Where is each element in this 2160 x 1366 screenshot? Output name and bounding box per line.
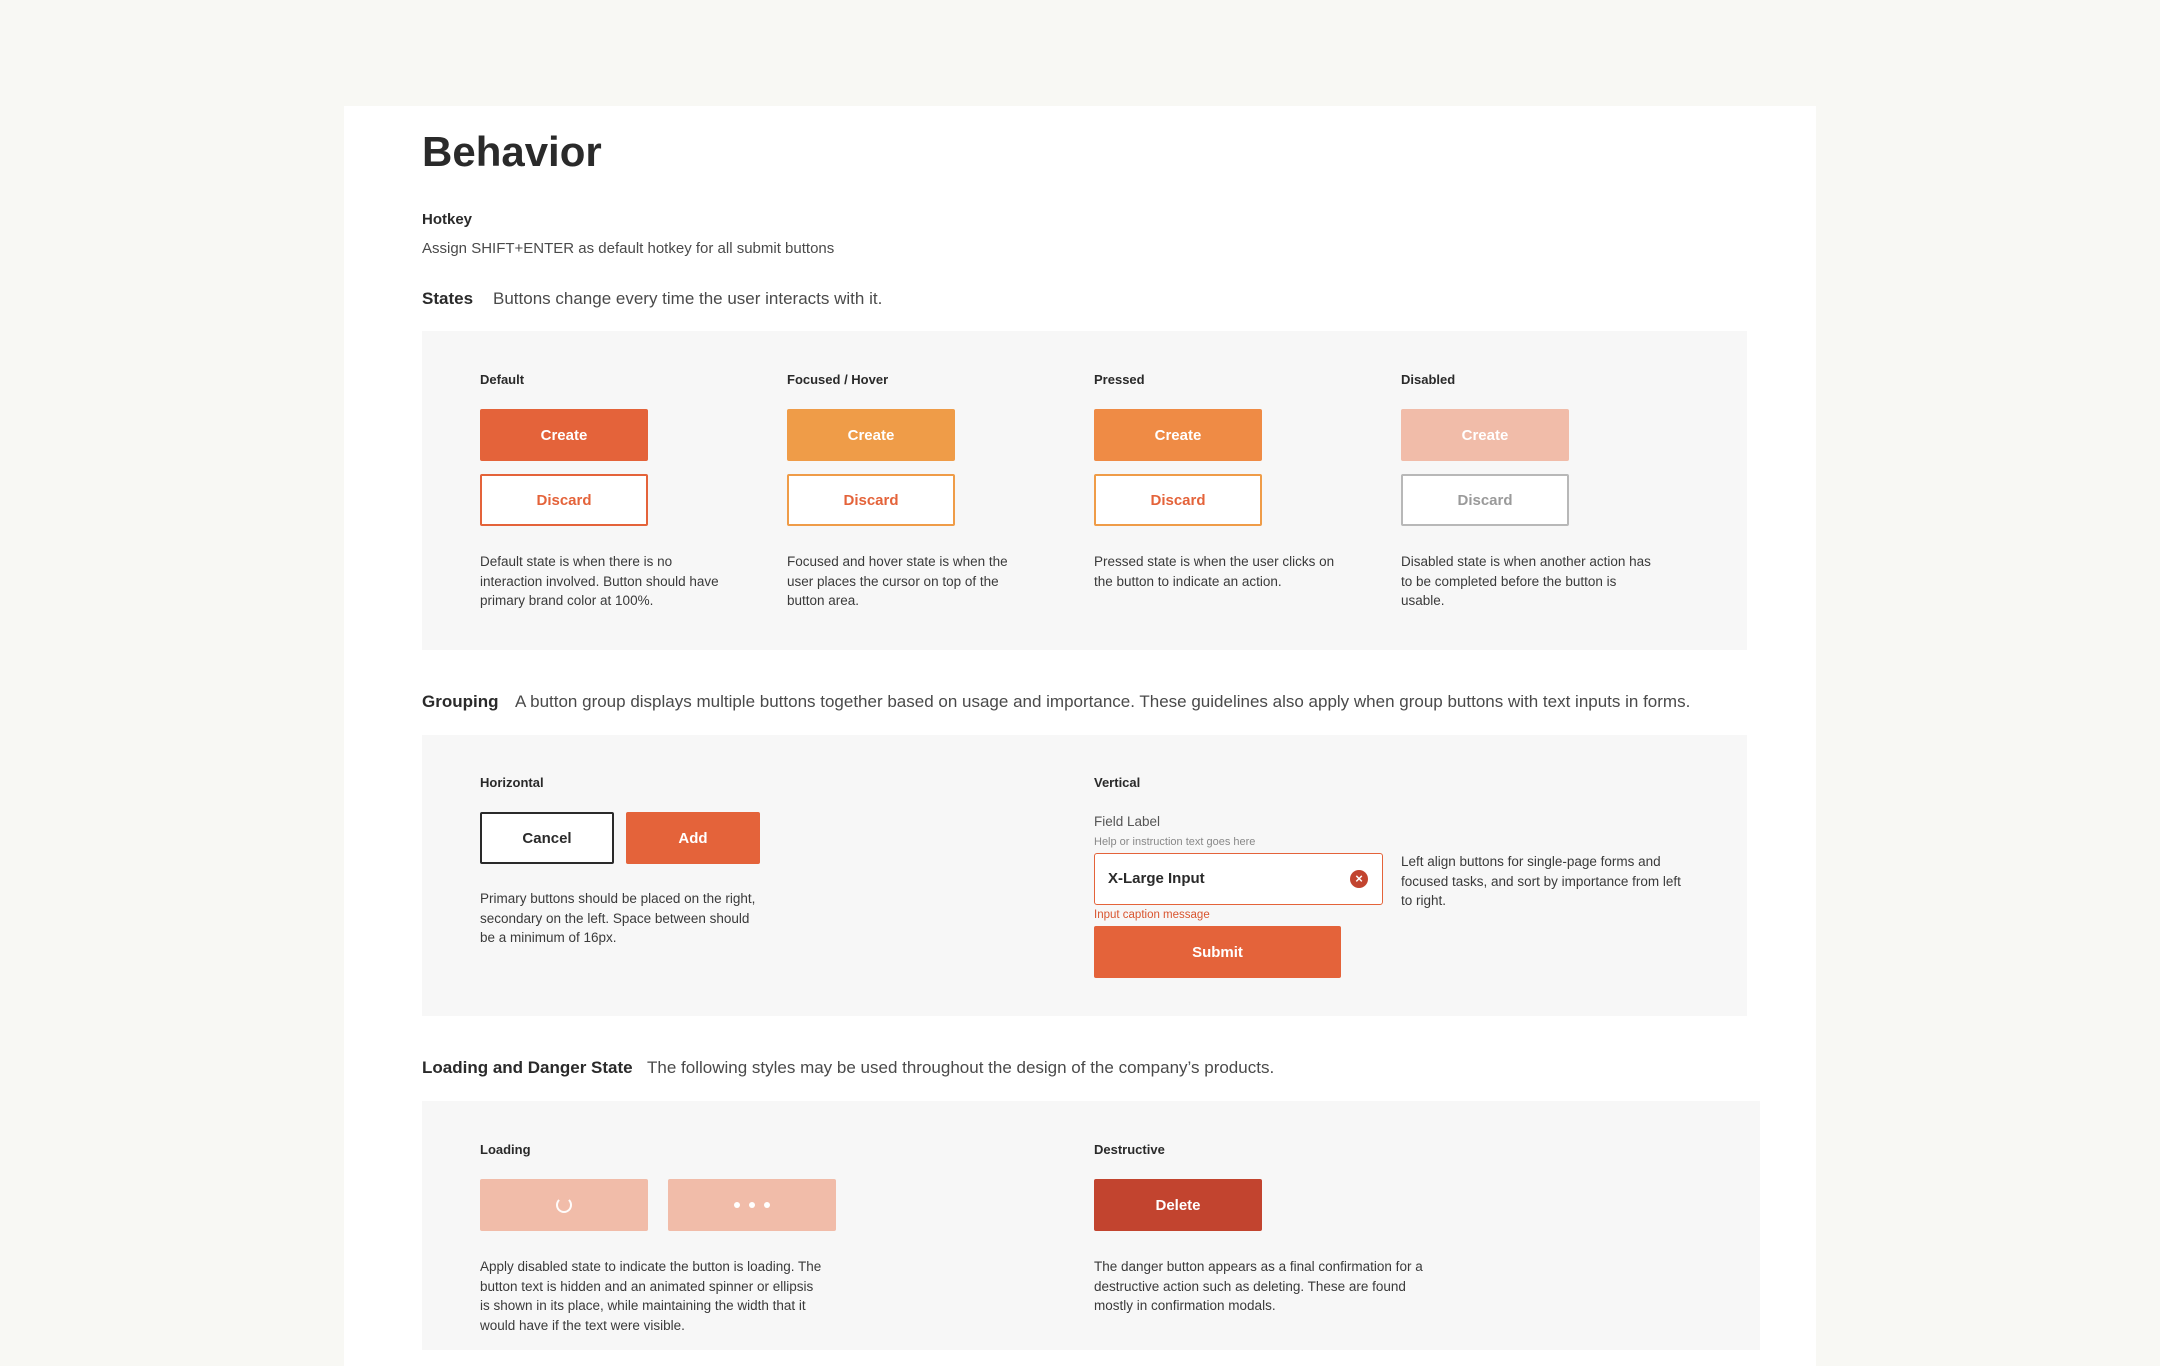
destructive-title: Destructive bbox=[1094, 1142, 1165, 1157]
clear-icon[interactable]: × bbox=[1350, 870, 1368, 888]
create-button-default[interactable] bbox=[480, 409, 648, 461]
states-description: Buttons change every time the user interacts with it. bbox=[493, 289, 883, 308]
discard-label: Discard bbox=[843, 491, 899, 509]
loading-danger-panel bbox=[422, 1101, 1760, 1350]
states-label: States bbox=[422, 289, 474, 308]
delete-label: Delete bbox=[1155, 1196, 1201, 1214]
discard-label: Discard bbox=[536, 491, 592, 509]
loading-danger-description: The following styles may be used throughout the design of the company’s products. bbox=[647, 1058, 1275, 1077]
discard-button-focused[interactable] bbox=[787, 474, 955, 526]
loading-title: Loading bbox=[480, 1142, 531, 1157]
create-button-focused[interactable] bbox=[787, 409, 955, 461]
field-label: Field Label bbox=[1094, 814, 1161, 829]
cancel-button[interactable] bbox=[480, 812, 614, 864]
loading-danger-label: Loading and Danger State bbox=[422, 1058, 633, 1077]
grouping-panel bbox=[422, 735, 1747, 1016]
vertical-title: Vertical bbox=[1094, 775, 1141, 790]
default-title: Default bbox=[480, 372, 525, 387]
hotkey-heading: Hotkey bbox=[422, 211, 473, 228]
horizontal-description: Primary buttons should be placed on the right, secondary on the left. Space between should be a minimum of 16px. bbox=[480, 891, 756, 945]
disabled-description: Disabled state is when another action has to be completed before the button is usable. bbox=[1401, 554, 1651, 608]
submit-label: Submit bbox=[1192, 943, 1243, 961]
loading-description: Apply disabled state to indicate the button is loading. The button text is hidden and an animated spinner or ellipsis is shown in its place, while maintaining the width that it would have if the text were visible. bbox=[480, 1259, 822, 1333]
focused-title: Focused / Hover bbox=[787, 372, 889, 387]
loading-spinner-button[interactable] bbox=[480, 1179, 648, 1231]
create-label: Create bbox=[1154, 426, 1202, 444]
horizontal-title: Horizontal bbox=[480, 775, 544, 790]
hotkey-text: Assign SHIFT+ENTER as default hotkey for all submit buttons bbox=[422, 240, 835, 257]
submit-button[interactable] bbox=[1094, 926, 1341, 978]
input-caption: Input caption message bbox=[1094, 909, 1210, 921]
vertical-description: Left align buttons for single-page forms and focused tasks, and sort by importance from left to right. bbox=[1401, 854, 1681, 908]
discard-label: Discard bbox=[1150, 491, 1206, 509]
delete-button[interactable] bbox=[1094, 1179, 1262, 1231]
page-title: Behavior bbox=[422, 128, 602, 175]
spinner-icon bbox=[556, 1197, 572, 1213]
grouping-label: Grouping bbox=[422, 692, 499, 711]
x-large-input[interactable] bbox=[1094, 853, 1383, 905]
discard-button-pressed[interactable] bbox=[1094, 474, 1262, 526]
discard-label: Discard bbox=[1457, 491, 1513, 509]
ellipsis-icon bbox=[734, 1202, 770, 1208]
disabled-title: Disabled bbox=[1401, 372, 1456, 387]
pressed-description: Pressed state is when the user clicks on the button to indicate an action. bbox=[1094, 554, 1335, 589]
pressed-title: Pressed bbox=[1094, 372, 1145, 387]
discard-button-disabled[interactable] bbox=[1401, 474, 1569, 526]
destructive-description: The danger button appears as a final confirmation for a destructive action such as deleting. These are found mostly in confirmation modals. bbox=[1094, 1259, 1423, 1313]
help-text: Help or instruction text goes here bbox=[1094, 836, 1256, 848]
grouping-description: A button group displays multiple buttons together based on usage and importance. These guidelines also apply when group buttons with text inputs in forms. bbox=[515, 692, 1691, 711]
create-label: Create bbox=[540, 426, 588, 444]
default-description: Default state is when there is no interaction involved. Button should have primary brand color at 100%. bbox=[480, 554, 719, 608]
create-label: Create bbox=[1461, 426, 1509, 444]
cancel-label: Cancel bbox=[522, 829, 572, 847]
create-label: Create bbox=[847, 426, 895, 444]
focused-description: Focused and hover state is when the user places the cursor on top of the button area. bbox=[787, 554, 1008, 608]
add-label: Add bbox=[678, 829, 708, 847]
states-panel bbox=[422, 331, 1747, 650]
discard-button-default[interactable] bbox=[480, 474, 648, 526]
input-value: X-Large Input bbox=[1108, 870, 1205, 887]
create-button-pressed[interactable] bbox=[1094, 409, 1262, 461]
create-button-disabled[interactable] bbox=[1401, 409, 1569, 461]
loading-ellipsis-button[interactable] bbox=[668, 1179, 836, 1231]
add-button[interactable] bbox=[626, 812, 760, 864]
